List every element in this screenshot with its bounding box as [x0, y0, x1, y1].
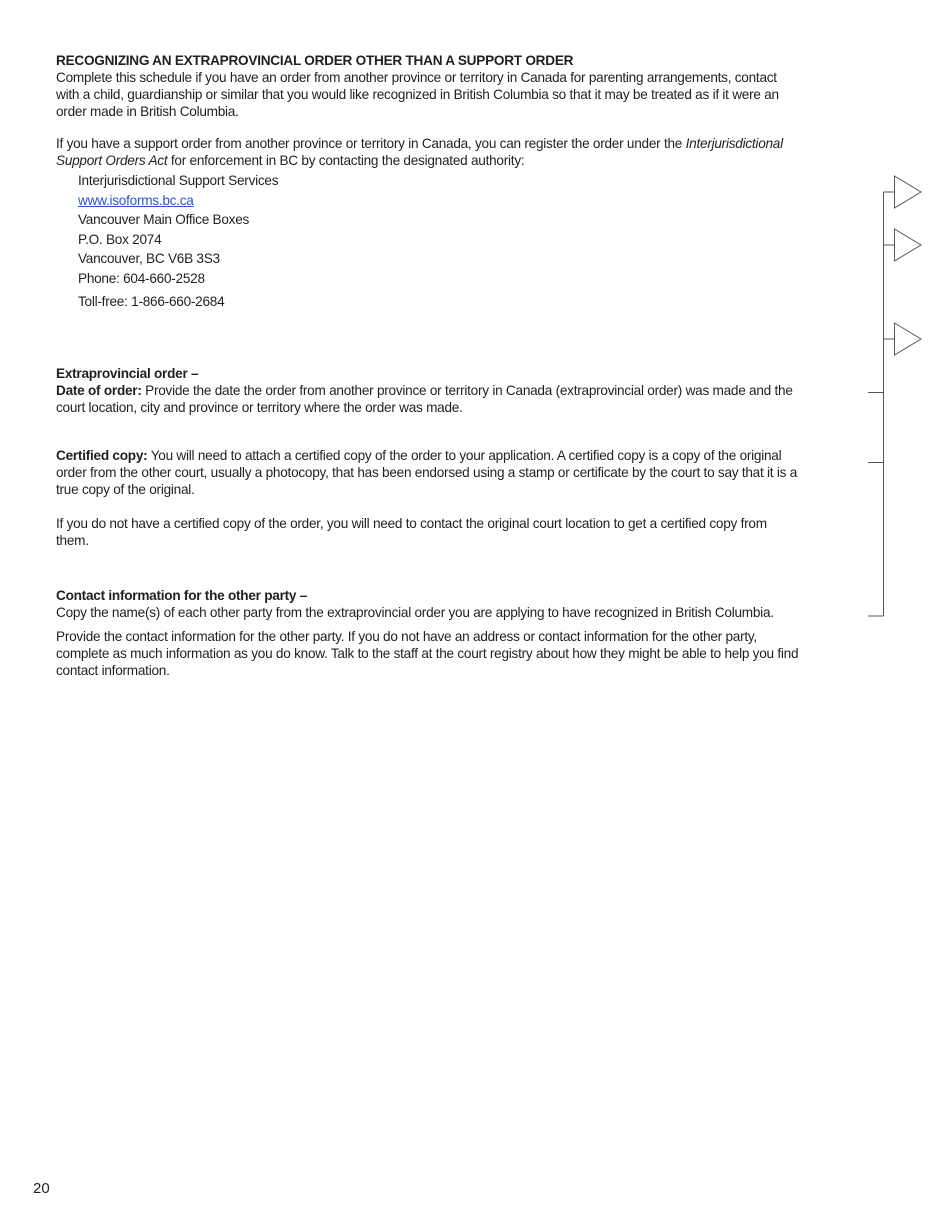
arrow-triangle-icon — [895, 229, 922, 261]
body-text: court location, city and province or territory where the order was made. — [56, 400, 463, 415]
page-number: 20 — [33, 1180, 50, 1197]
toll-free: Toll-free: 1-866-660-2684 — [78, 293, 225, 309]
contact-section — [56, 587, 856, 621]
support-paragraph — [56, 135, 856, 169]
section-heading: Contact information for the other party – — [56, 588, 308, 603]
body-text: complete as much information as you do know. Talk to the staff at the court registry about how they might be able to help you find — [56, 646, 799, 661]
arrow-triangle-icon — [895, 323, 922, 355]
body-text: contact information. — [56, 663, 170, 678]
body-text: Provide the contact information for the other party. If you do not have an address or contact information for the other party, — [56, 629, 757, 644]
act-name: Support Orders Act — [56, 153, 168, 168]
city-postal: Vancouver, BC V6B 3S3 — [78, 251, 220, 266]
body-text: Provide the date the order from another province or territory in Canada (extraprovincial order) was made and the — [141, 383, 793, 398]
intro-line: Complete this schedule if you have an order from another province or territory in Canada for parenting arrangements, contact — [56, 70, 777, 85]
org-name: Interjurisdictional Support Services — [78, 173, 279, 188]
support-text: If you have a support order from another province or territory in Canada, you can register the order under the — [56, 136, 686, 151]
extraprovincial-order-section — [56, 365, 856, 416]
body-text: You will need to attach a certified copy of the order to your application. A certified copy is a copy of the original — [147, 448, 782, 463]
section-title-block — [56, 52, 856, 120]
support-text: for enforcement in BC by contacting the designated authority: — [167, 153, 525, 168]
certified-copy-label: Certified copy: — [56, 448, 148, 463]
body-text: true copy of the original. — [56, 482, 195, 497]
act-name: Interjurisdictional — [685, 136, 783, 151]
body-text: If you do not have a certified copy of the order, you will need to contact the original court location to get a certified copy from — [56, 516, 767, 531]
address-block — [78, 171, 878, 311]
intro-line: order made in British Columbia. — [56, 104, 239, 119]
intro-line: with a child, guardianship or similar that you would like recognized in British Columbia so that it may be treated as if it were an — [56, 87, 779, 102]
phone: Phone: 604-660-2528 — [78, 270, 205, 286]
section-title: RECOGNIZING AN EXTRAPROVINCIAL ORDER OTHER THAN A SUPPORT ORDER — [56, 53, 574, 68]
no-copy-paragraph — [56, 515, 856, 549]
arrow-triangle-icon — [895, 176, 922, 208]
contact-provide-paragraph — [56, 628, 856, 679]
body-text: Copy the name(s) of each other party from the extraprovincial order you are applying to have recognized in British Columbia. — [56, 605, 774, 620]
po-box: P.O. Box 2074 — [78, 231, 162, 247]
date-of-order-label: Date of order: — [56, 383, 142, 398]
body-text: them. — [56, 533, 89, 548]
body-text: order from the other court, usually a photocopy, that has been endorsed using a stamp or certificate by the court to say that it is a — [56, 465, 798, 480]
office-name: Vancouver Main Office Boxes — [78, 212, 250, 227]
certified-copy-section — [56, 447, 856, 498]
section-heading: Extraprovincial order – — [56, 366, 199, 381]
website-link[interactable]: www.isoforms.bc.ca — [78, 192, 194, 208]
